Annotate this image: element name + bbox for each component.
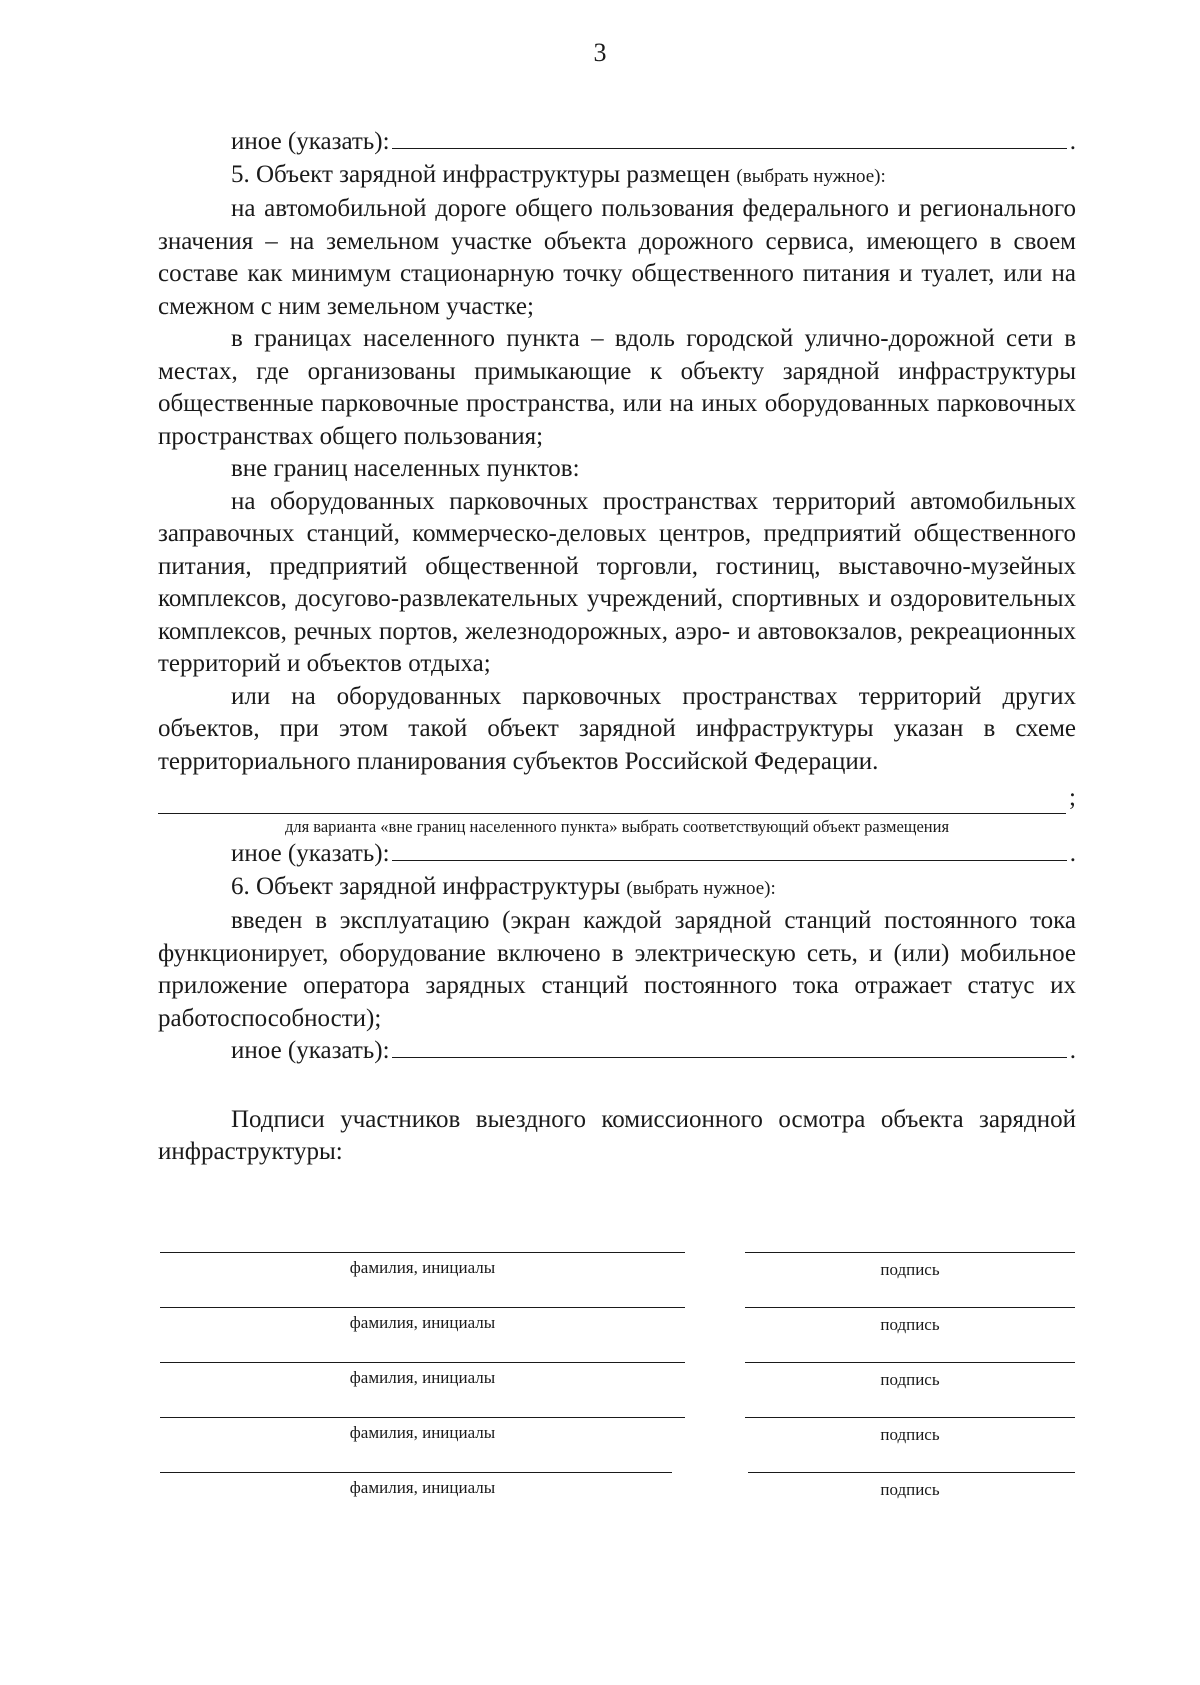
other-field-section5 — [158, 838, 1076, 871]
name-line[interactable] — [160, 1472, 672, 1473]
section5-heading: 5. Объект зарядной инфраструктуры размещен (выбрать нужное): — [231, 160, 886, 188]
section5-blank-line — [158, 784, 1076, 814]
signature-line[interactable] — [748, 1472, 1075, 1473]
signature-caption: подпись — [880, 1370, 940, 1389]
name-line[interactable] — [160, 1362, 685, 1363]
other-label: иное (указать): — [231, 840, 390, 867]
section6-option-commissioned: введен в эксплуатацию (экран каждой зарядной станций постоянного тока функционирует, оборудование включено в электрическую сеть, и (или) мобильное приложение оператора зарядных станций постоянного тока отражает статус их работоспособности); — [158, 907, 1076, 1032]
signature-line[interactable] — [745, 1362, 1075, 1363]
signature-row — [160, 1362, 1076, 1417]
section5-option-road: на автомобильной дороге общего пользования федерального и регионального значения – на земельном участке объекта дорожного сервиса, имеющего в своем составе как минимум стационарную точку общественного питания и туалет, или на смежном с ним земельном участке; — [158, 195, 1076, 320]
signature-row — [160, 1252, 1076, 1307]
signature-rows — [160, 1252, 1076, 1527]
section5-option-outside-a: на оборудованных парковочных пространствах территорий автомобильных заправочных станций, коммерческо-деловых центров, предприятий общественного питания, предприятий общественной торговли, гостиниц, выставочно-музейных комплексов, досугово-развлекательных учреждений, спортивных и оздоровительных комплексов, речных портов, железнодорожных, аэро- и автовокзалов, рекреационных территорий и объектов отдыха; — [158, 487, 1076, 677]
other-field-top — [158, 126, 1076, 159]
name-caption: фамилия, инициалы — [349, 1368, 496, 1387]
signature-line[interactable] — [745, 1307, 1075, 1308]
section5-blank-end: ; — [1069, 783, 1076, 811]
page-number: 3 — [593, 38, 607, 67]
other-end: . — [1069, 840, 1076, 867]
signature-row — [160, 1307, 1076, 1362]
document-body — [158, 126, 1076, 1169]
signature-line[interactable] — [745, 1252, 1075, 1253]
other-label: иное (указать): — [231, 1037, 390, 1064]
signature-caption: подпись — [880, 1480, 940, 1499]
other-field-section6 — [158, 1035, 1076, 1068]
signature-row — [160, 1417, 1076, 1472]
name-caption: фамилия, инициалы — [349, 1258, 496, 1277]
section6-heading: 6. Объект зарядной инфраструктуры (выбрать нужное): — [231, 872, 776, 900]
signatures-heading: Подписи участников выездного комиссионного осмотра объекта зарядной инфраструктуры: — [158, 1105, 1076, 1165]
other-blank[interactable] — [392, 126, 1067, 149]
signature-row — [160, 1472, 1076, 1527]
other-end: . — [1069, 1037, 1076, 1064]
section5-blank-caption: для варианта «вне границ населенного пункта» выбрать соответствующий объект размещения — [284, 817, 950, 836]
other-label: иное (указать): — [231, 128, 390, 155]
name-caption: фамилия, инициалы — [349, 1313, 496, 1332]
name-caption: фамилия, инициалы — [349, 1423, 496, 1442]
name-line[interactable] — [160, 1252, 685, 1253]
section5-option-outside-title: вне границ населенных пунктов: — [231, 455, 580, 482]
section5-option-outside-b: или на оборудованных парковочных пространствах территорий других объектов, при этом такой объект зарядной инфраструктуры указан в схеме территориального планирования субъектов Российской Федерации. — [158, 682, 1076, 775]
signature-caption: подпись — [880, 1315, 940, 1334]
other-blank[interactable] — [392, 838, 1067, 861]
name-line[interactable] — [160, 1307, 685, 1308]
signature-line[interactable] — [745, 1417, 1075, 1418]
section5-option-city: в границах населенного пункта – вдоль городской улично-дорожной сети в местах, где организованы примыкающие к объекту зарядной инфраструктуры общественные парковочные пространства, или на иных оборудованных парковочных пространствах общего пользования; — [158, 325, 1076, 450]
other-end: . — [1069, 128, 1076, 155]
name-line[interactable] — [160, 1417, 685, 1418]
other-blank[interactable] — [392, 1035, 1067, 1058]
name-caption: фамилия, инициалы — [349, 1478, 496, 1497]
section5-blank[interactable] — [158, 791, 1066, 814]
signature-caption: подпись — [880, 1260, 940, 1279]
signature-caption: подпись — [880, 1425, 940, 1444]
